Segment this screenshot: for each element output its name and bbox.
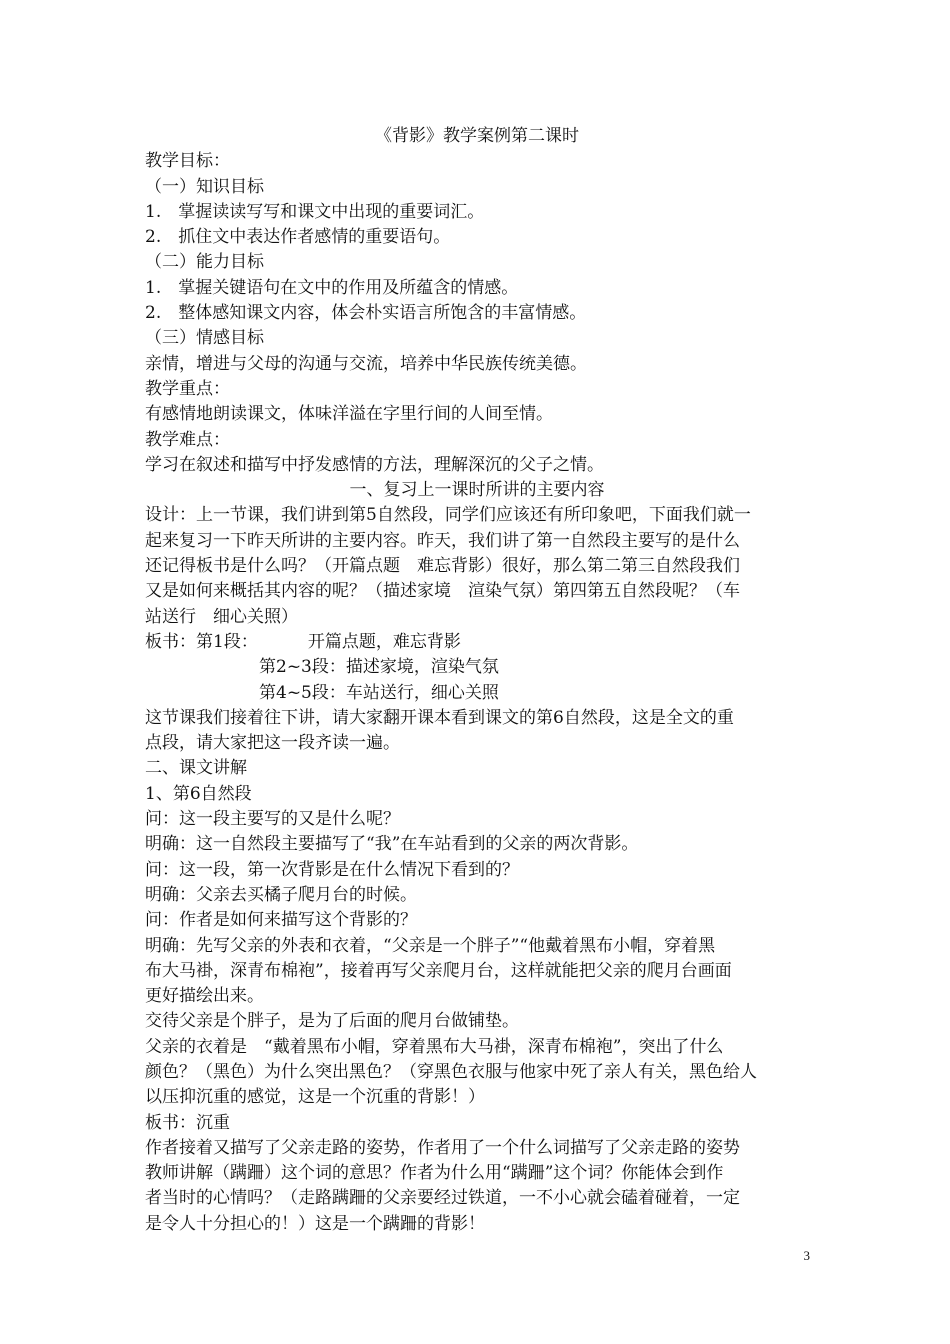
text-line: 者当时的心情吗？（走路蹒跚的父亲要经过铁道，一不小心就会磕着碰着，一定	[145, 1188, 740, 1209]
text-line: 还记得板书是什么吗？（开篇点题 难忘背影）很好，那么第二第三自然段我们	[145, 556, 740, 577]
text-line: 又是如何来概括其内容的呢？（描述家境 渲染气氛）第四第五自然段呢？（车	[145, 581, 740, 602]
document-title: 《背影》教学案例第二课时	[375, 126, 579, 146]
board-notes-line	[145, 630, 809, 655]
text-line: 板书：沉重	[145, 1112, 230, 1133]
text-line: （二）能力目标	[145, 252, 264, 273]
text-line: 明确：这一自然段主要描写了“我”在车站看到的父亲的两次背影。	[145, 834, 639, 855]
text-line: 问：这一段，第一次背影是在什么情况下看到的？	[145, 859, 519, 880]
text-line: 2. 抓住文中表达作者感情的重要语句。	[145, 227, 451, 248]
page-number: 3	[803, 1248, 810, 1263]
text-line: 1. 掌握读读写写和课文中出现的重要词汇。	[145, 201, 485, 222]
text-line: 更好描绘出来。	[145, 986, 264, 1007]
text-line: 问：这一段主要写的又是什么呢？	[145, 809, 400, 830]
board-notes-label: 板书：第1段：	[145, 631, 258, 652]
text-line: 站送行 细心关照）	[145, 606, 298, 627]
text-line: 明确：先写父亲的外表和衣着，“父亲是一个胖子”“他戴着黑布小帽，穿着黑	[145, 935, 716, 956]
text-line: 教学目标：	[145, 151, 230, 172]
text-line: 起来复习一下昨天所讲的主要内容。昨天，我们讲了第一自然段主要写的是什么	[145, 530, 740, 551]
document-body	[145, 124, 809, 1237]
text-line: 以压抑沉重的感觉，这是一个沉重的背影！）	[145, 1087, 485, 1108]
text-line: 教师讲解（蹒跚）这个词的意思？作者为什么用“蹒跚”这个词？你能体会到作	[145, 1163, 724, 1184]
text-line: 亲情，增进与父母的沟通与交流，培养中华民族传统美德。	[145, 353, 587, 374]
text-line: 交待父亲是个胖子，是为了后面的爬月台做铺垫。	[145, 1011, 519, 1032]
board-notes-item: 开篇点题，难忘背影	[307, 631, 461, 652]
section-heading: 一、复习上一课时所讲的主要内容	[349, 480, 605, 501]
text-line: 设计：上一节课，我们讲到第5自然段，同学们应该还有所印象吧，下面我们就一	[145, 505, 751, 526]
text-line: 是令人十分担心的！）这是一个蹒跚的背影！	[145, 1213, 485, 1234]
text-line: 教学难点：	[145, 429, 230, 450]
text-line: 作者接着又描写了父亲走路的姿势，作者用了一个什么词描写了父亲走路的姿势	[145, 1137, 740, 1158]
text-line: 有感情地朗读课文，体味洋溢在字里行间的人间至情。	[145, 404, 553, 425]
text-line: 颜色？（黑色）为什么突出黑色？（穿黑色衣服与他家中死了亲人有关，黑色给人	[145, 1061, 757, 1082]
text-line: 1、第6自然段	[145, 783, 252, 804]
text-line: 2. 整体感知课文内容，体会朴实语言所饱含的丰富情感。	[145, 303, 587, 324]
text-line: 教学重点：	[145, 378, 230, 399]
text-line: 父亲的衣着是 “戴着黑布小帽，穿着黑布大马褂，深青布棉袍”，突出了什么	[145, 1036, 724, 1057]
board-notes-item: 第4~5段：车站送行，细心关照	[259, 682, 499, 703]
text-line: 学习在叙述和描写中抒发感情的方法，理解深沉的父子之情。	[145, 454, 604, 475]
text-line: 明确：父亲去买橘子爬月台的时候。	[145, 884, 417, 905]
text-line: 1. 掌握关键语句在文中的作用及所蕴含的情感。	[145, 277, 519, 298]
text-line: 这节课我们接着往下讲，请大家翻开课本看到课文的第6自然段，这是全文的重	[145, 707, 734, 728]
text-line: （三）情感目标	[145, 328, 264, 349]
text-line: 点段，请大家把这一段齐读一遍。	[145, 733, 400, 754]
text-line: 问：作者是如何来描写这个背影的？	[145, 910, 417, 931]
text-line: （一）知识目标	[145, 176, 264, 197]
text-line: 二、课文讲解	[145, 758, 247, 779]
board-notes-item: 第2~3段：描述家境，渲染气氛	[259, 657, 499, 678]
text-line: 布大马褂，深青布棉袍”，接着再写父亲爬月台，这样就能把父亲的爬月台画面	[145, 960, 732, 981]
